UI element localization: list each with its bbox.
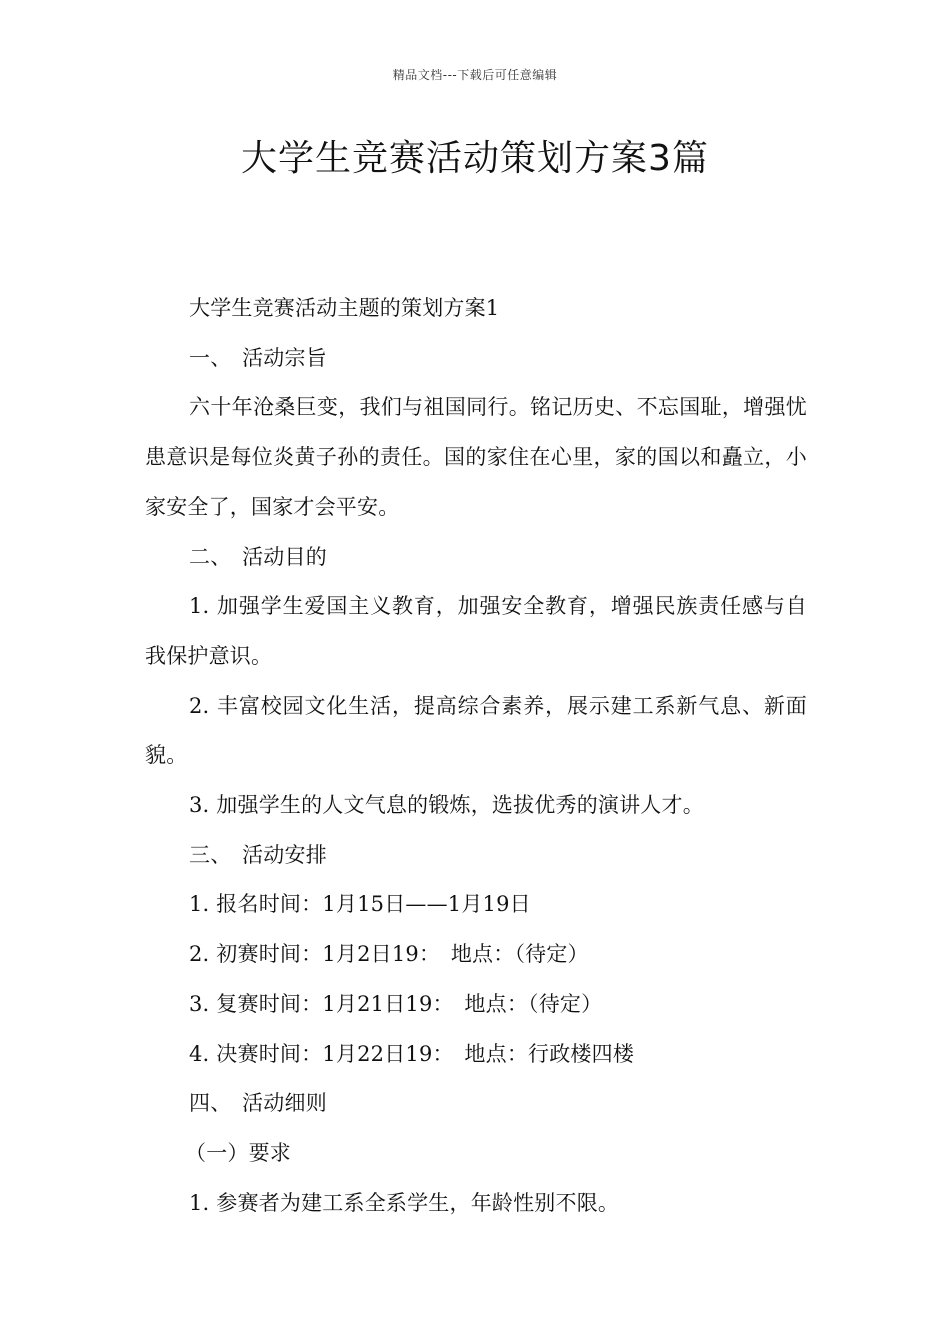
- document-body: [145, 284, 807, 1228]
- goal-item-1: 1. 加强学生爱国主义教育，加强安全教育，增强民族责任感与自我保护意识。: [145, 594, 807, 668]
- section-heading-rules: 四、 活动细则: [189, 1091, 327, 1116]
- schedule-item-1: 1. 报名时间：1月15日——1月19日: [189, 892, 531, 917]
- section-heading-purpose: 一、 活动宗旨: [189, 345, 327, 370]
- document-title: 大学生竞赛活动策划方案3篇: [241, 138, 709, 179]
- goal-item-2: 2. 丰富校园文化生活，提高综合素养，展示建工系新气息、新面貌。: [145, 693, 807, 768]
- schedule-item-2: 2. 初赛时间：1月2日19： 地点：（待定）: [189, 942, 589, 967]
- subtitle-paragraph: 大学生竞赛活动主题的策划方案1: [189, 296, 500, 320]
- requirement-item-1: 1. 参赛者为建工系全系学生，年龄性别不限。: [189, 1190, 620, 1215]
- header-note: 精品文档---下载后可任意编辑: [392, 68, 558, 82]
- goal-item-3: 3. 加强学生的人文气息的锻炼，选拔优秀的演讲人才。: [189, 793, 704, 818]
- section-heading-schedule: 三、 活动安排: [189, 842, 327, 867]
- purpose-paragraph: 六十年沧桑巨变，我们与祖国同行。铭记历史、不忘国耻，增强忧患意识是每位炎黄子孙的责任。国的家住在心里，家的国以和矗立，小家安全了，国家才会平安。: [145, 395, 807, 519]
- schedule-item-4: 4. 决赛时间：1月22日19： 地点：行政楼四楼: [189, 1041, 635, 1066]
- schedule-item-3: 3. 复赛时间：1月21日19： 地点：（待定）: [189, 991, 603, 1016]
- section-heading-goals: 二、 活动目的: [189, 544, 327, 569]
- subsection-heading-requirements: （一）要求: [185, 1140, 291, 1165]
